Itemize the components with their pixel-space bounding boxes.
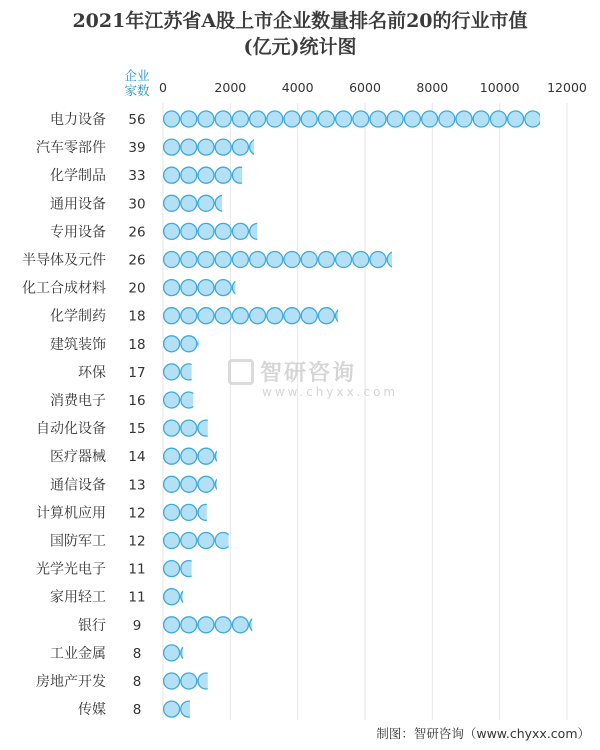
- bar-circle-mark: [215, 223, 231, 239]
- bar-circle-mark: [250, 167, 266, 183]
- bar-circle-mark: [181, 364, 197, 380]
- bar-circle-mark: [318, 252, 334, 268]
- bar-circle-mark: [215, 280, 231, 296]
- bar-circle-mark: [232, 533, 248, 549]
- bar-circle-mark: [181, 392, 197, 408]
- bar-circle-mark: [232, 280, 248, 296]
- bar-circle-mark: [164, 364, 180, 380]
- source-note: 制图：智研咨询（www.chyxx.com）: [376, 726, 590, 741]
- enterprise-count: 33: [128, 168, 146, 185]
- bar-circle-mark: [164, 645, 180, 661]
- bar-circle-mark: [198, 673, 214, 689]
- bar-row: [50, 476, 248, 493]
- bar-circle-mark: [215, 336, 231, 352]
- bar-circle-mark: [198, 701, 214, 717]
- bar-circle-mark: [164, 561, 180, 577]
- bar-circle-mark: [198, 223, 214, 239]
- bar-circle-mark: [181, 561, 197, 577]
- category-label: 化工合成材料: [22, 280, 106, 297]
- bar-circle-mark: [404, 111, 420, 127]
- count-column-header: [124, 68, 150, 98]
- bar-circle-mark: [181, 504, 197, 520]
- bar-circle-mark: [336, 252, 352, 268]
- bar-circle-mark: [181, 645, 197, 661]
- category-label: 汽车零部件: [36, 140, 106, 157]
- enterprise-count: 15: [128, 421, 146, 438]
- bar: [164, 645, 214, 661]
- x-tick-label: 6000: [349, 80, 381, 95]
- bar-circle-mark: [215, 139, 231, 155]
- bar-circle-mark: [215, 673, 231, 689]
- bar-row: [78, 617, 283, 634]
- bar-circle-mark: [164, 617, 180, 633]
- bar-circle-mark: [284, 111, 300, 127]
- bar-circle-mark: [181, 701, 197, 717]
- bar-circle-mark: [164, 280, 180, 296]
- bar: [164, 252, 421, 268]
- bar: [164, 364, 214, 380]
- category-label: 家用轻工: [50, 589, 106, 606]
- bar-circle-mark: [198, 589, 214, 605]
- bar-circle-mark: [164, 167, 180, 183]
- enterprise-count: 11: [128, 589, 146, 606]
- bar-circle-mark: [181, 336, 197, 352]
- x-tick-label: 4000: [281, 80, 314, 95]
- bar: [164, 111, 558, 127]
- bar-circle-mark: [232, 308, 248, 324]
- bar-circle-mark: [422, 111, 438, 127]
- category-label: 光学光电子: [36, 561, 106, 578]
- bar-circle-mark: [164, 392, 180, 408]
- bar-circle-mark: [215, 111, 231, 127]
- bar-circle-mark: [232, 195, 248, 211]
- count-header-text: 企业: [124, 68, 150, 83]
- category-label: 自动化设备: [36, 421, 106, 438]
- bar-circle-mark: [215, 533, 231, 549]
- bar-circle-mark: [490, 111, 506, 127]
- bar-circle-mark: [164, 308, 180, 324]
- bar-circle-mark: [456, 111, 472, 127]
- bar-row: [50, 223, 283, 240]
- bar-circle-mark: [198, 308, 214, 324]
- bar-circle-mark: [267, 617, 283, 633]
- category-label: 工业金属: [50, 645, 106, 662]
- category-label: 化学制药: [50, 308, 106, 325]
- bar-circle-mark: [181, 167, 197, 183]
- bar-circle-mark: [164, 111, 180, 127]
- bar-circle-mark: [181, 223, 197, 239]
- bar-circle-mark: [198, 476, 214, 492]
- bar-circle-mark: [473, 111, 489, 127]
- bar: [164, 308, 369, 324]
- bar-circle-mark: [198, 392, 214, 408]
- bar-circle-mark: [232, 167, 248, 183]
- bar: [164, 561, 214, 577]
- bar-circle-mark: [181, 139, 197, 155]
- enterprise-count: 20: [128, 280, 146, 297]
- x-tick-label: 10000: [479, 80, 520, 95]
- enterprise-count: 11: [128, 561, 146, 578]
- bar-circle-mark: [198, 252, 214, 268]
- enterprise-count: 12: [128, 505, 146, 522]
- bar-circle-mark: [232, 223, 248, 239]
- category-label: 化学制品: [50, 168, 106, 185]
- bar-circle-mark: [508, 111, 524, 127]
- bar-circle-mark: [232, 476, 248, 492]
- bar-circle-mark: [439, 111, 455, 127]
- enterprise-count: 18: [128, 308, 146, 325]
- bar: [164, 701, 214, 717]
- bar-circle-mark: [181, 111, 197, 127]
- bar-row: [50, 589, 214, 606]
- enterprise-count: 26: [128, 224, 146, 241]
- chart-title-line-2: (亿元)统计图: [243, 36, 357, 58]
- bar-circle-mark: [232, 252, 248, 268]
- bar-row: [50, 167, 266, 184]
- enterprise-count: 16: [128, 393, 146, 409]
- bar: [164, 223, 283, 239]
- bar-circle-mark: [198, 167, 214, 183]
- enterprise-count: 14: [128, 449, 146, 466]
- bar-circle-mark: [198, 195, 214, 211]
- enterprise-count: 18: [128, 336, 146, 353]
- bar-circle-mark: [198, 280, 214, 296]
- bar-circle-mark: [164, 195, 180, 211]
- bar-circle-mark: [267, 139, 283, 155]
- category-label: 传媒: [78, 702, 106, 719]
- bar-circle-mark: [284, 308, 300, 324]
- enterprise-count: 13: [128, 477, 146, 494]
- enterprise-count: 39: [128, 140, 146, 157]
- bar-row: [78, 701, 214, 718]
- bar-circle-mark: [181, 617, 197, 633]
- watermark-url: www.chyxx.com: [262, 385, 399, 399]
- x-tick-label: 12000: [547, 80, 587, 95]
- category-label: 通用设备: [50, 196, 106, 213]
- bar-circle-mark: [181, 673, 197, 689]
- bar-circle-mark: [250, 252, 266, 268]
- bar-circle-mark: [215, 476, 231, 492]
- bar-circle-mark: [250, 111, 266, 127]
- bar: [164, 617, 283, 633]
- bar-row: [36, 139, 283, 156]
- bar-circle-mark: [336, 111, 352, 127]
- bar-circle-mark: [215, 504, 231, 520]
- category-rows: [22, 111, 558, 718]
- bar: [164, 448, 249, 464]
- bar-circle-mark: [215, 167, 231, 183]
- bar-circle-mark: [232, 448, 248, 464]
- bar-circle-mark: [198, 448, 214, 464]
- bar-circle-mark: [198, 420, 214, 436]
- bar-circle-mark: [181, 533, 197, 549]
- bar-circle-mark: [370, 111, 386, 127]
- bar-circle-mark: [164, 223, 180, 239]
- bar-row: [50, 533, 248, 550]
- category-label: 医疗器械: [50, 449, 106, 466]
- category-label: 建筑装饰: [50, 336, 106, 353]
- bar-row: [50, 308, 369, 325]
- bar-circle-mark: [164, 420, 180, 436]
- bar-circle-mark: [164, 701, 180, 717]
- bar-circle-mark: [232, 139, 248, 155]
- bar-circle-mark: [181, 420, 197, 436]
- bar-circle-mark: [525, 111, 541, 127]
- bar-circle-mark: [267, 252, 283, 268]
- bar-circle-mark: [215, 448, 231, 464]
- bar: [164, 504, 232, 520]
- category-label: 半导体及元件: [22, 252, 106, 269]
- bar-circle-mark: [164, 448, 180, 464]
- bar: [164, 336, 232, 352]
- bar-circle-mark: [404, 252, 420, 268]
- enterprise-count: 8: [132, 645, 142, 662]
- bar-circle-mark: [198, 364, 214, 380]
- bar-circle-mark: [215, 617, 231, 633]
- bar-circle-mark: [181, 308, 197, 324]
- category-label: 银行: [78, 617, 106, 634]
- bar-row: [50, 195, 248, 212]
- bar: [164, 392, 214, 408]
- bar-row: [50, 645, 214, 662]
- bar-row: [50, 111, 558, 128]
- bar-circle-mark: [198, 139, 214, 155]
- enterprise-count: 26: [128, 252, 146, 269]
- bar-circle-mark: [250, 617, 266, 633]
- enterprise-count: 8: [132, 702, 142, 719]
- bar-circle-mark: [198, 111, 214, 127]
- bar-circle-mark: [387, 111, 403, 127]
- bar-circle-mark: [164, 673, 180, 689]
- bar-circle-mark: [267, 111, 283, 127]
- bar-circle-mark: [267, 223, 283, 239]
- bar-circle-mark: [301, 308, 317, 324]
- bar-circle-mark: [198, 533, 214, 549]
- bar-circle-mark: [370, 252, 386, 268]
- watermark-name: 智研咨询: [260, 361, 357, 386]
- bar-circle-mark: [250, 223, 266, 239]
- bar-circle-mark: [318, 111, 334, 127]
- category-label: 环保: [78, 364, 106, 381]
- bar-circle-mark: [164, 336, 180, 352]
- bar-circle-mark: [164, 589, 180, 605]
- chart-title-line-1: 2021年江苏省A股上市企业数量排名前20的行业市值: [72, 10, 528, 32]
- category-label: 消费电子: [50, 393, 106, 409]
- bar-row: [50, 448, 248, 465]
- bar-circle-mark: [198, 336, 214, 352]
- enterprise-count: 56: [128, 112, 146, 128]
- enterprise-count: 30: [128, 196, 146, 213]
- category-label: 专用设备: [50, 224, 106, 241]
- bar-circle-mark: [198, 504, 214, 520]
- bar-circle-mark: [301, 252, 317, 268]
- category-label: 通信设备: [50, 477, 106, 494]
- bar-circle-mark: [215, 195, 231, 211]
- bar-circle-mark: [250, 139, 266, 155]
- bar-circle-mark: [198, 617, 214, 633]
- bar-circle-mark: [215, 420, 231, 436]
- bar-circle-mark: [164, 252, 180, 268]
- bar-circle-mark: [232, 617, 248, 633]
- bar-circle-mark: [198, 561, 214, 577]
- bar-circle-mark: [232, 111, 248, 127]
- bar-circle-mark: [318, 308, 334, 324]
- bar-circle-mark: [284, 252, 300, 268]
- bar-circle-mark: [336, 308, 352, 324]
- x-tick-label: 2000: [214, 80, 247, 95]
- bar-circle-mark: [181, 195, 197, 211]
- bar-circle-mark: [181, 252, 197, 268]
- bar-circle-mark: [250, 308, 266, 324]
- bar-row: [36, 561, 214, 578]
- bar-row: [22, 280, 266, 297]
- watermark: [228, 356, 398, 399]
- x-tick-label: 8000: [416, 80, 449, 95]
- bar-circle-mark: [353, 111, 369, 127]
- bar-circle-mark: [267, 308, 283, 324]
- bar-circle-mark: [164, 533, 180, 549]
- bar-circle-mark: [387, 252, 403, 268]
- bar: [164, 533, 249, 549]
- category-label: 房地产开发: [36, 674, 106, 690]
- bar-circle-mark: [301, 111, 317, 127]
- bar-circle-mark: [353, 308, 369, 324]
- bar-circle-mark: [181, 448, 197, 464]
- bar-circle-mark: [181, 280, 197, 296]
- bar-row: [50, 392, 214, 409]
- bar-circle-mark: [542, 111, 558, 127]
- bar: [164, 589, 214, 605]
- enterprise-count: 8: [132, 674, 142, 690]
- category-label: 电力设备: [50, 112, 106, 128]
- bar-row: [36, 504, 231, 521]
- bar: [164, 195, 249, 211]
- enterprise-count: 17: [128, 364, 146, 381]
- bar: [164, 673, 232, 689]
- watermark-logo-icon: [228, 359, 254, 385]
- bar-row: [36, 673, 231, 690]
- bar-row: [36, 420, 231, 437]
- enterprise-count: 9: [132, 617, 142, 634]
- bar-row: [22, 252, 420, 269]
- count-header-text: 家数: [124, 83, 150, 98]
- bar-circle-mark: [181, 589, 197, 605]
- bar-circle-mark: [250, 280, 266, 296]
- bar-circle-mark: [164, 476, 180, 492]
- bar: [164, 167, 266, 183]
- bar: [164, 476, 249, 492]
- x-axis-ticks: [159, 80, 587, 95]
- bar-circle-mark: [215, 308, 231, 324]
- bar-row: [50, 336, 231, 353]
- bar-circle-mark: [215, 252, 231, 268]
- bar: [164, 139, 283, 155]
- bar-circle-mark: [164, 139, 180, 155]
- enterprise-count: 12: [128, 533, 146, 550]
- bar-circle-mark: [164, 504, 180, 520]
- bar-row: [78, 364, 214, 381]
- bar: [164, 420, 232, 436]
- x-tick-label: 0: [159, 80, 167, 95]
- category-label: 计算机应用: [36, 505, 106, 522]
- category-label: 国防军工: [50, 533, 106, 550]
- bar-circle-mark: [198, 645, 214, 661]
- bar: [164, 280, 266, 296]
- bar-circle-mark: [181, 476, 197, 492]
- bar-circle-mark: [353, 252, 369, 268]
